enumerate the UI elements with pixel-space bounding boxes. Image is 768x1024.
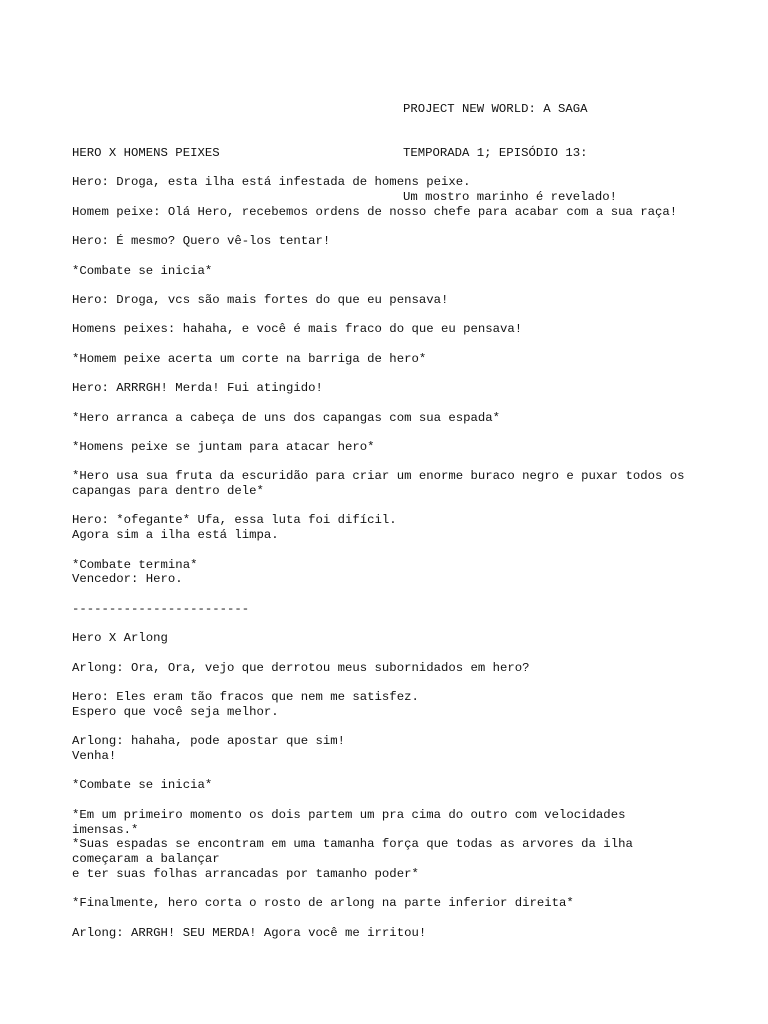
script-line: HERO X HOMENS PEIXES bbox=[72, 146, 220, 160]
header-episode-title: Um mostro marinho é revelado! bbox=[403, 190, 618, 205]
script-paragraph bbox=[72, 352, 712, 367]
script-paragraph bbox=[72, 896, 712, 911]
script-paragraph bbox=[72, 926, 712, 941]
script-line: *Hero usa sua fruta da escuridão para criar um enorme buraco negro e puxar todos os bbox=[72, 469, 685, 484]
script-line: Arlong: Ora, Ora, vejo que derrotou meus subornidados em hero? bbox=[72, 660, 530, 675]
script-paragraph bbox=[72, 440, 712, 455]
header-title: PROJECT NEW WORLD: A SAGA bbox=[403, 101, 588, 116]
script-paragraph bbox=[72, 205, 712, 220]
script-paragraph bbox=[72, 602, 712, 617]
script-line: Hero: Droga, esta ilha está infestada de homens peixe. bbox=[72, 175, 471, 190]
script-line: começaram a balançar bbox=[72, 852, 220, 867]
script-line: Espero que você seja melhor. bbox=[72, 704, 279, 719]
script-body bbox=[72, 146, 712, 955]
script-line: Arlong: ARRGH! SEU MERDA! Agora você me irritou! bbox=[72, 925, 427, 940]
script-paragraph bbox=[72, 381, 712, 396]
script-line: *Suas espadas se encontram em uma tamanha força que todas as arvores da ilha bbox=[72, 837, 633, 852]
script-line: *Finalmente, hero corta o rosto de arlong na parte inferior direita* bbox=[72, 896, 574, 911]
script-paragraph bbox=[72, 734, 712, 764]
script-line: Homem peixe: Olá Hero, recebemos ordens de nosso chefe para acabar com a sua raça! bbox=[72, 204, 678, 219]
script-line: *Combate se inicia* bbox=[72, 263, 213, 278]
script-line: *Combate se inicia* bbox=[72, 778, 213, 793]
header-season-episode: TEMPORADA 1; EPISÓDIO 13: bbox=[403, 145, 588, 160]
script-line: capangas para dentro dele* bbox=[72, 484, 264, 499]
script-line: Hero: Eles eram tão fracos que nem me satisfez. bbox=[72, 690, 419, 705]
script-line: Hero: Droga, vcs são mais fortes do que eu pensava! bbox=[72, 292, 449, 307]
script-paragraph bbox=[72, 631, 712, 646]
script-paragraph bbox=[72, 175, 712, 190]
script-line: imensas.* bbox=[72, 822, 139, 837]
script-paragraph bbox=[72, 661, 712, 676]
script-paragraph bbox=[72, 513, 712, 543]
script-line: ------------------------ bbox=[72, 601, 250, 616]
script-line: Hero: ARRRGH! Merda! Fui atingido! bbox=[72, 381, 323, 396]
script-line: *Hero arranca a cabeça de uns dos capangas com sua espada* bbox=[72, 410, 501, 425]
script-line: *Combate termina* bbox=[72, 557, 198, 572]
script-line: e ter suas folhas arrancadas por tamanho poder* bbox=[72, 866, 419, 881]
script-line: Hero: *ofegante* Ufa, essa luta foi difícil. bbox=[72, 513, 397, 528]
script-paragraph bbox=[72, 690, 712, 720]
script-line: Vencedor: Hero. bbox=[72, 572, 183, 587]
script-paragraph bbox=[72, 808, 712, 882]
script-paragraph bbox=[72, 146, 712, 161]
script-paragraph bbox=[72, 469, 712, 499]
script-line: *Em um primeiro momento os dois partem um pra cima do outro com velocidades bbox=[72, 807, 626, 822]
script-paragraph bbox=[72, 322, 712, 337]
script-paragraph bbox=[72, 234, 712, 249]
script-paragraph bbox=[72, 778, 712, 793]
script-line: Hero: É mesmo? Quero vê-los tentar! bbox=[72, 234, 331, 249]
script-line: Venha! bbox=[72, 749, 117, 764]
script-paragraph bbox=[72, 293, 712, 308]
script-line: Agora sim a ilha está limpa. bbox=[72, 528, 279, 543]
script-line: Homens peixes: hahaha, e você é mais fraco do que eu pensava! bbox=[72, 322, 523, 337]
script-line: Arlong: hahaha, pode apostar que sim! bbox=[72, 734, 346, 749]
script-paragraph bbox=[72, 558, 712, 588]
script-paragraph bbox=[72, 411, 712, 426]
script-line: *Homens peixe se juntam para atacar hero* bbox=[72, 439, 375, 454]
script-line: Hero X Arlong bbox=[72, 631, 168, 646]
script-paragraph bbox=[72, 264, 712, 279]
script-line: *Homem peixe acerta um corte na barriga de hero* bbox=[72, 351, 427, 366]
